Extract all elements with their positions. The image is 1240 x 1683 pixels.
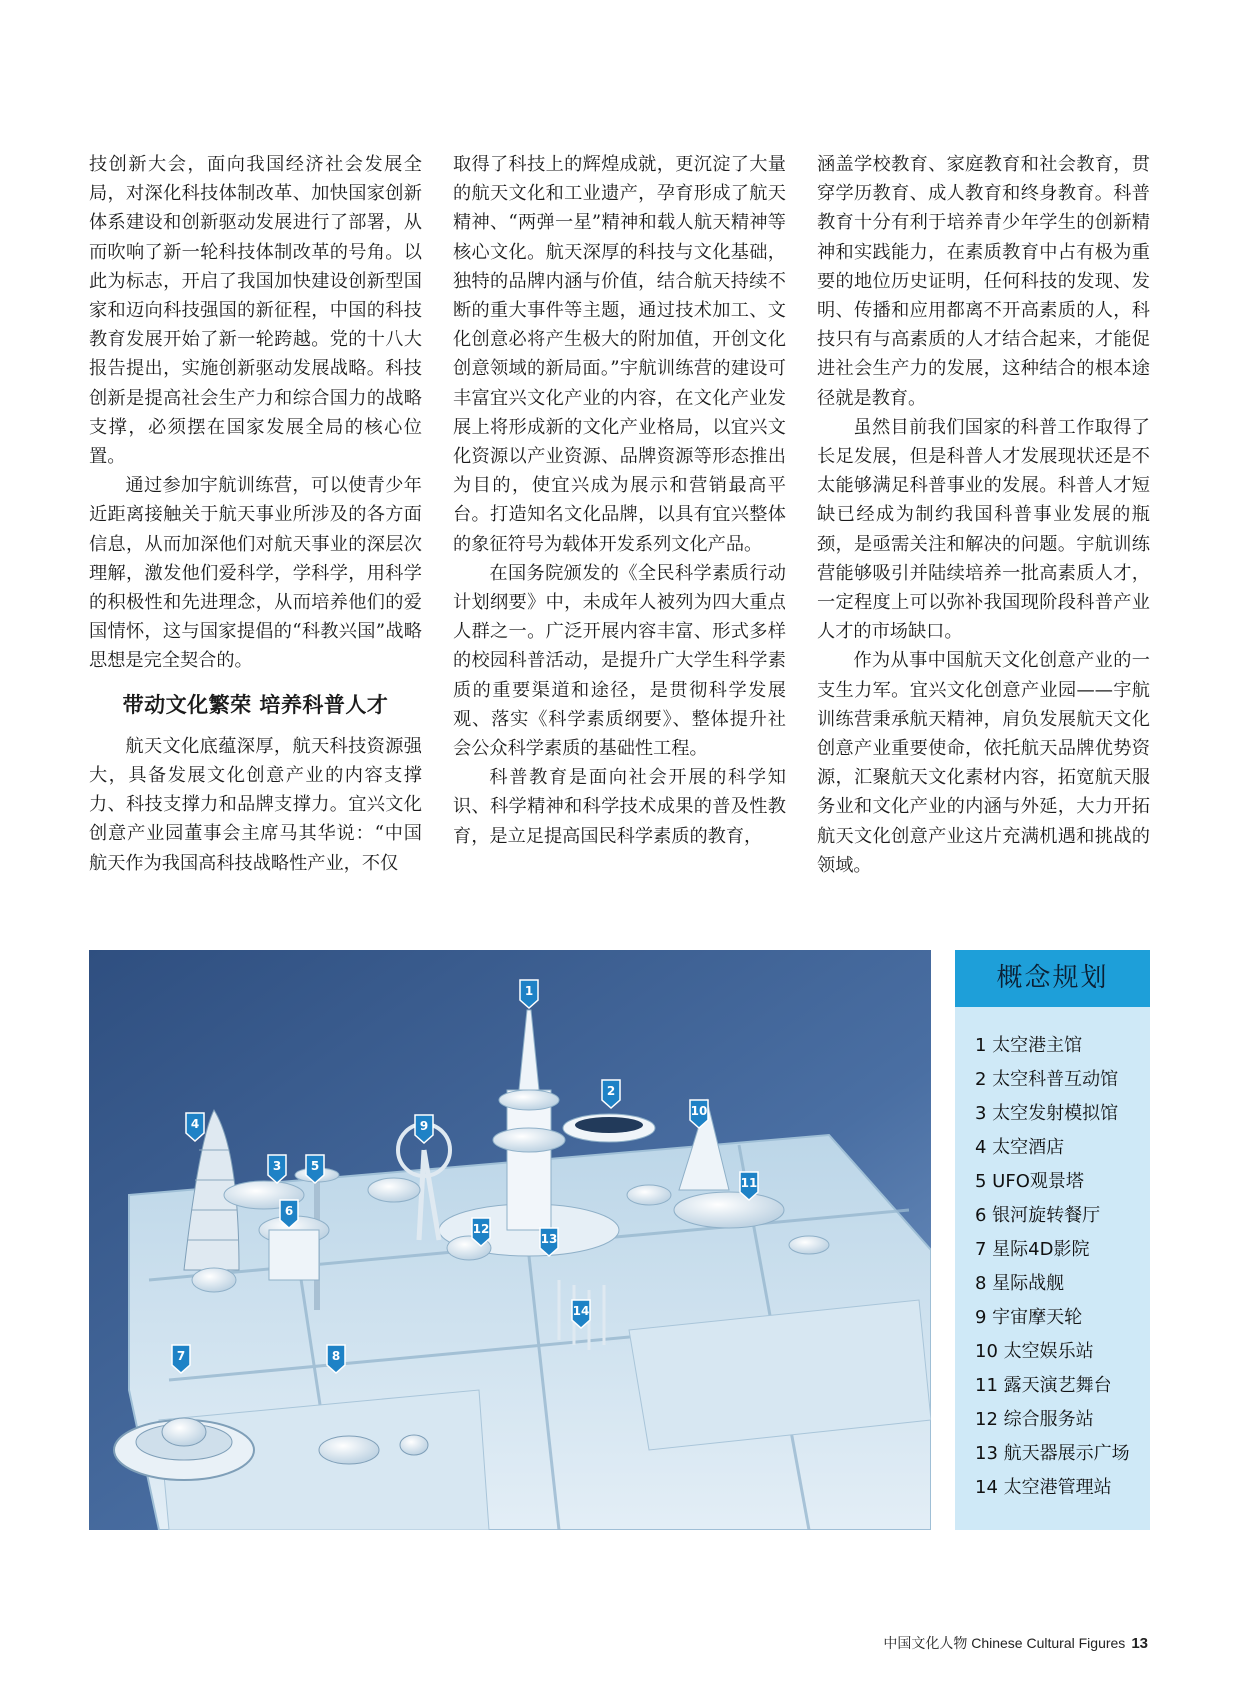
map-pin-label: 3	[272, 1159, 282, 1173]
legend-item: 5 UFO观景塔	[975, 1171, 1084, 1192]
legend-item: 9 宇宙摩天轮	[975, 1307, 1083, 1328]
legend-title: 概念规划	[955, 950, 1150, 1007]
map-pin-label: 4	[190, 1117, 200, 1131]
map-pin-label: 14	[572, 1304, 590, 1318]
section-heading: 带动文化繁荣 培养科普人才	[122, 692, 389, 717]
legend-item: 12 综合服务站	[975, 1409, 1094, 1430]
paragraph: 航天文化底蕴深厚，航天科技资源强大，具备发展文化创意产业的内容支撑力、科技支撑力和品牌支撑力。宜兴文化创意产业园董事会主席马其华说：“中国航天作为我国高科技战略性产业，不仅	[89, 735, 422, 874]
science-hall-roof	[575, 1117, 643, 1133]
map-pin-label: 12	[472, 1222, 490, 1236]
text-column-1	[89, 150, 422, 878]
paragraph: 涵盖学校教育、家庭教育和社会教育，贯穿学历教育、成人教育和终身教育。科普教育十分有利于培养青少年学生的创新精神和实践能力，在素质教育中占有极为重要的地位历史证明，任何科技的发现、发明、传播和应用都离不开高素质的人，科技只有与高素质的人才结合起来，才能促进社会生产力的发展，这种结合的根本途径就是教育。	[817, 154, 1150, 409]
publication-name: 中国文化人物 Chinese Cultural Figures	[883, 1635, 1126, 1651]
map-pin-label: 7	[176, 1349, 186, 1363]
legend-list	[955, 1007, 1150, 1505]
legend-item: 14 太空港管理站	[975, 1477, 1112, 1498]
paragraph: 技创新大会，面向我国经济社会发展全局，对深化科技体制改革、加快国家创新体系建设和创新驱动发展进行了部署，从而吹响了新一轮科技体制改革的号角。以此为标志，开启了我国加快建设创新型国家和迈向科技强国的新征程，中国的科技教育发展开始了新一轮跨越。党的十八大报告提出，实施创新驱动发展战略。科技创新是提高社会生产力和综合国力的战略支撑，必须摆在国家发展全局的核心位置。	[89, 154, 422, 468]
paragraph: 虽然目前我们国家的科普工作取得了长足发展，但是科普人才发展现状还是不太能够满足科普事业的发展。科普人才短缺已经成为制约我国科普事业发展的瓶颈，是亟需关注和解决的问题。宇航训练营能够吸引并陆续培养一批高素质人才，一定程度上可以弥补我国现阶段科普产业人才的市场缺口。	[817, 416, 1150, 643]
map-pin-label: 10	[690, 1104, 708, 1118]
paragraph: 科普教育是面向社会开展的科学知识、科学精神和科学技术成果的普及性教育，是立足提高国民科学素质的教育，	[453, 767, 786, 847]
page-footer	[883, 1633, 1148, 1653]
map-pin-label: 9	[419, 1119, 429, 1133]
legend-item: 6 银河旋转餐厅	[975, 1205, 1101, 1226]
map-pin-label: 8	[331, 1349, 341, 1363]
map-pin-label: 6	[284, 1204, 294, 1218]
legend-item: 3 太空发射模拟馆	[975, 1103, 1119, 1124]
concept-map-svg	[89, 950, 931, 1530]
map-pin-label: 13	[540, 1232, 558, 1246]
open-air-stage	[674, 1192, 784, 1228]
map-pin-label: 11	[740, 1176, 758, 1190]
paragraph: 作为从事中国航天文化创意产业的一支生力军。宜兴文化创意产业园——宇航训练营秉承航天精神，肩负发展航天文化创意产业重要使命，依托航天品牌优势资源，汇聚航天文化素材内容，拓宽航天服务业和文化产业的内涵与外延，大力开拓航天文化创意产业这片充满机遇和挑战的领域。	[817, 650, 1150, 876]
legend-item: 8 星际战舰	[975, 1273, 1065, 1294]
map-pin-label: 2	[606, 1084, 616, 1098]
legend-item: 4 太空酒店	[975, 1137, 1065, 1158]
concept-map-illustration	[89, 950, 931, 1530]
text-column-2	[453, 150, 786, 851]
legend-item: 2 太空科普互动馆	[975, 1069, 1119, 1090]
paragraph: 在国务院颁发的《全民科学素质行动计划纲要》中，未成年人被列为四大重点人群之一。广泛开展内容丰富、形式多样的校园科普活动，是提升广大学生科学素质的重要渠道和途径，是贯彻科学发展观、落实《科学素质纲要》、整体提升社会公众科学素质的基础性工程。	[453, 562, 786, 760]
legend-item: 11 露天演艺舞台	[975, 1375, 1112, 1396]
legend-item: 10 太空娱乐站	[975, 1341, 1094, 1362]
legend-item: 13 航天器展示广场	[975, 1443, 1130, 1464]
map-pin-label: 1	[524, 984, 534, 998]
legend-item: 1 太空港主馆	[975, 1035, 1083, 1056]
paragraph: 取得了科技上的辉煌成就，更沉淀了大量的航天文化和工业遗产，孕育形成了航天精神、“两弹一星”精神和载人航天精神等核心文化。航天深厚的科技与文化基础，独特的品牌内涵与价值，结合航天持续不断的重大事件等主题，通过技术加工、文化创意必将产生极大的附加值，开创文化创意领域的新局面。”宇航训练营的建设可丰富宜兴文化产业的内容，在文化产业发展上将形成新的文化产业格局，以宜兴文化资源以产业资源、品牌资源等形态推出为目的，使宜兴成为展示和营销最高平台。打造知名文化品牌，以具有宜兴整体的象征符号为载体开发系列文化产品。	[453, 154, 786, 555]
map-pin-label: 5	[310, 1159, 320, 1173]
page-number: 13	[1131, 1635, 1148, 1652]
legend-item: 7 星际4D影院	[975, 1239, 1090, 1260]
paragraph: 通过参加宇航训练营，可以使青少年近距离接触关于航天事业所涉及的各方面信息，从而加深他们对航天事业的深层次理解，激发他们爱科学，学科学，用科学的积极性和先进理念，从而培养他们的爱国情怀，这与国家提倡的“科教兴国”战略思想是完全契合的。	[89, 475, 422, 672]
legend-panel	[955, 950, 1150, 1530]
text-column-3	[817, 150, 1150, 880]
